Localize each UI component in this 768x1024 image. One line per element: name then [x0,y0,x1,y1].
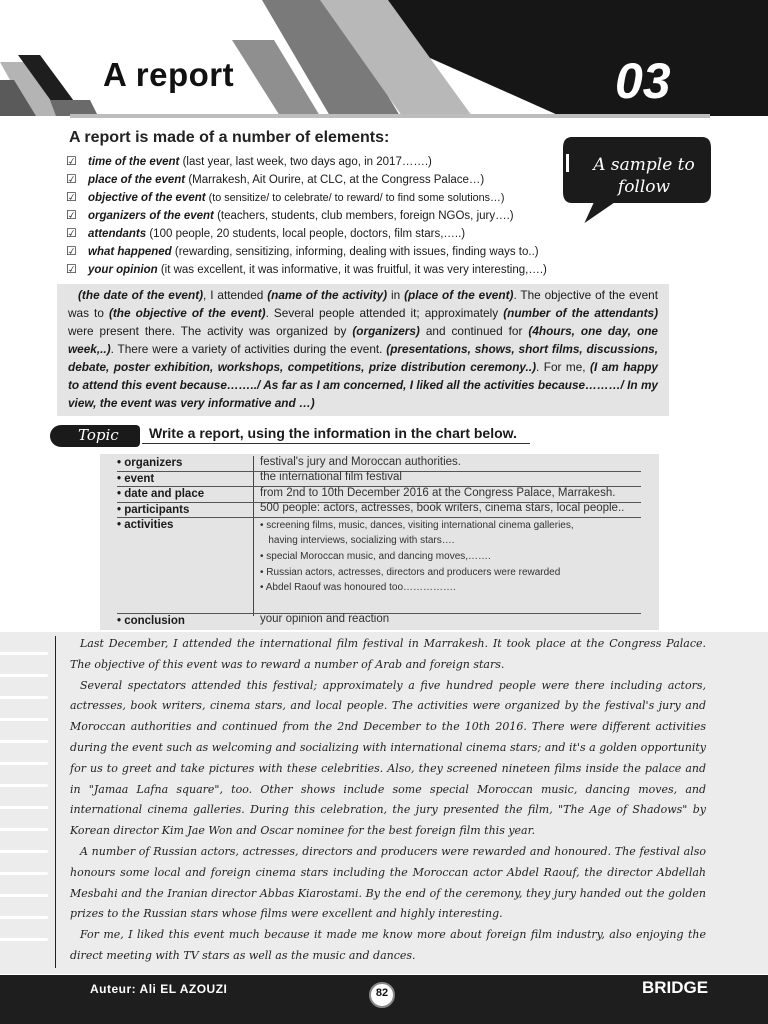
answer-margin-rule [55,636,56,968]
elements-list [66,152,626,278]
decorative-stripe [0,806,48,809]
activity-item: • Abdel Raouf was honoured too……………. [260,582,456,593]
activity-item: • Russian actors, actresses, directors and producers were rewarded [260,567,561,578]
decorative-stripe [0,916,48,919]
elements-heading: A report is made of a number of elements: [69,129,390,146]
answer-paragraph: For me, I liked this event much because it made me know more about foreign film industry, also enjoying the direct meeting with TV stars as well as the music and dances. [70,928,706,962]
topic-instruction: Write a report, using the information in the chart below. [149,425,517,441]
chart-activities-label: • activities [117,519,174,531]
chart-row-label: • organizers [117,457,183,469]
decorative-stripe [0,652,48,655]
sample-paragraph: (the date of the event), I attended (name of the activity) in (place of the event). The objective of the event was to (the objective of the event). Several people attended it; approximately (number of the attendants) were present there. The activity was organized by (organizers) and continued for (4hours, one day, one week,..). There were a variety of activities during the event. (presentations, shows, short films, discussions, debate, poster exhibition, workshops, competitions, prize distribution ceremony..). For me, (I am happy to attend this event because……../ As far as I am concerned, I liked all the activities because………/ In my view, the event was very informative and …) [68,288,659,410]
decorative-stripe [0,740,48,743]
chart-row-value: the international film festival [260,471,402,483]
list-item: ☑ organizers of the event (teachers, students, club members, foreign NGOs, jury….) [66,208,514,222]
brand-name: BRIDGE [642,978,709,997]
list-item: ☑ your opinion (it was excellent, it was informative, it was fruitful, it was very interesting,….) [66,262,547,276]
chart-row-label: • event [117,473,155,485]
activity-item: • special Moroccan music, and dancing moves,……. [260,551,491,562]
chart-row-label: • date and place [117,488,205,500]
chart-row-value: festival's jury and Moroccan authorities. [260,456,461,468]
topic-label: Topic [78,426,119,444]
chart-conclusion-value: your opinion and reaction [260,613,390,625]
checkmark-icon: ☑ [66,154,77,168]
chart-divider [253,456,254,616]
answer-paragraph: Last December, I attended the international film festival in Marrakesh. It took place at the Congress Palace. The objective of this event was to reward a number of Arab and foreign stars. [70,637,706,671]
answer-paragraph: A number of Russian actors, actresses, directors and producers were rewarded and honoured. The festival also honours some local and foreign cinema stars including the Moroccan actor Abdel Raouf, the director Abdellah Mesbahi and the Iranian director Abbas Kiarostami. By the end of the ceremony, they jury handed out the golden prizes to the Russian stars whose films were excellent and highly interesting. [70,844,706,921]
decorative-stripe [0,762,48,765]
page-number: 82 [375,987,389,999]
chart-conclusion-label: • conclusion [117,615,185,627]
chart-row-line [117,517,641,518]
decorative-stripe [0,696,48,699]
chart-row-value: 500 people: actors, actresses, book writers, cinema stars, local people.. [260,502,625,514]
decorative-stripe [0,938,48,941]
decorative-stripe [0,674,48,677]
chart-row-label: • participants [117,504,190,516]
speech-bubble-text: A sample to follow [593,155,695,197]
checkmark-icon: ☑ [66,244,77,258]
activity-item: • screening films, music, dances, visiting international cinema galleries, [260,520,574,531]
checkmark-icon: ☑ [66,208,77,222]
list-item: ☑ attendants (100 people, 20 students, local people, doctors, film stars,…..) [66,226,466,240]
checkmark-icon: ☑ [66,262,77,276]
list-item: ☑ place of the event (Marrakesh, Ait Ourire, at CLC, at the Congress Palace…) [66,172,485,186]
decorative-stripe [0,828,48,831]
decorative-stripe [0,894,48,897]
checkmark-icon: ☑ [66,226,77,240]
author-credit: Auteur: Ali EL AZOUZI [90,982,228,996]
list-item: ☑ objective of the event (to sensitize/ to celebrate/ to reward/ to find some solutions…) [66,190,505,204]
answer-paragraph: Several spectators attended this festival; approximately a five hundred people were there including actors, actresses, book writers, cinema stars, and local people. The activities were organized by the festival's jury and Moroccan authorities and continued from the 2nd December to the 10th 2016. There were different activities during the event such as welcoming and socializing with international cinema stars; and it's a golden opportunity for us to greet and take pictures with these celebrities. Also, they screened nineteen films inside the palace and in "Jamaa Lafna square", too. Other shows include some special Moroccan music, dancing moves, and international cinema galleries. During this celebration, the jury presented the film, "The Age of Shadows" by Korean director Kim Jae Won and Oscar nominee for the best foreign film this year. [70,678,706,838]
activity-item: having interviews, socializing with stars…. [260,535,455,546]
page-title: A report [103,56,235,93]
answer-report [70,634,706,967]
checkmark-icon: ☑ [66,190,77,204]
decorative-stripe [0,718,48,721]
decorative-stripe [0,872,48,875]
decorative-stripe [0,784,48,787]
list-item: ☑ time of the event (last year, last week, two days ago, in 2017…….) [66,154,432,168]
chart-row-value: from 2nd to 10th December 2016 at the Congress Palace, Marrakesh. [260,487,616,499]
unit-number: 03 [615,53,671,109]
topic-underline [142,443,530,444]
list-item: ☑ what happened (rewarding, sensitizing, informing, dealing with issues, finding ways to..) [66,244,539,258]
decorative-stripe [0,850,48,853]
checkmark-icon: ☑ [66,172,77,186]
